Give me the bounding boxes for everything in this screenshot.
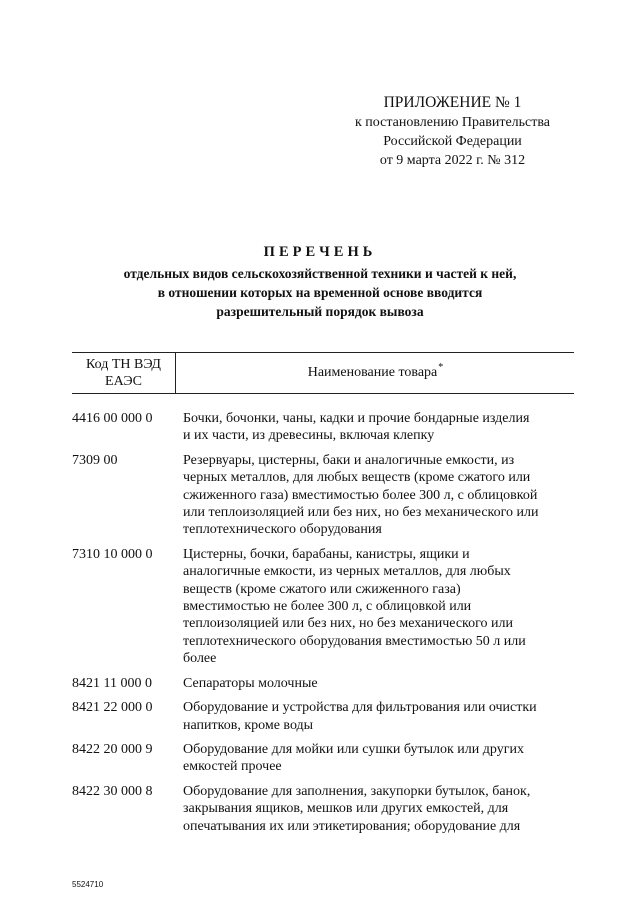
- table-row: [72, 452, 574, 539]
- table-row: [72, 410, 574, 445]
- table-row: [72, 783, 574, 835]
- table-row: [72, 699, 574, 734]
- row-code: 7309 00: [72, 452, 118, 468]
- table-row: [72, 675, 574, 692]
- appendix-title: ПРИЛОЖЕНИЕ № 1: [383, 94, 522, 111]
- appendix-line-government: Российской Федерации: [383, 134, 522, 149]
- table-row: [72, 741, 574, 776]
- row-code: 8421 11 000 0: [72, 675, 152, 691]
- row-name: Бочки, бочонки, чаны, кадки и прочие бондарные изделия и их части, из древесины, включая клепку: [183, 411, 530, 444]
- appendix-line-date-number: от 9 марта 2022 г. № 312: [379, 153, 526, 168]
- document-title: ПЕРЕЧЕНЬ: [263, 244, 377, 260]
- footnote-mark: *: [438, 362, 444, 373]
- header-code-cell: Код ТН ВЭД ЕАЭС: [72, 353, 176, 393]
- appendix-block: [330, 93, 575, 170]
- row-code: 8422 30 000 8: [72, 783, 153, 799]
- table-row: [72, 546, 574, 668]
- row-name: Цистерны, бочки, барабаны, канистры, ящики и аналогичные емкости, из черных металлов, для любых веществ (кроме сжатого или сжиженного газа) вместимостью не более 300 л, с облицовкой или теплоизоляцией или без них, но без механического или теплотехнического оборудования вместимостью 50 л или более: [183, 546, 526, 667]
- table-body: [72, 410, 574, 835]
- row-name: Сепараторы молочные: [183, 675, 318, 691]
- row-name: Резервуары, цистерны, баки и аналогичные емкости, из черных металлов, для любых веществ (кроме сжатого или сжиженного газа) вместимостью более 300 л, с облицовкой или теплоизоляцией или без них, но без механического или теплотехнического оборудования: [183, 452, 539, 538]
- row-code: 4416 00 000 0: [72, 411, 153, 426]
- row-code: 7310 10 000 0: [72, 546, 153, 562]
- appendix-line-resolution: к постановлению Правительства: [354, 115, 551, 130]
- header-name-label: Наименование товара: [307, 365, 438, 380]
- goods-table: [72, 352, 574, 842]
- table-header: [72, 352, 574, 394]
- row-name: Оборудование для заполнения, закупорки бутылок, банок, закрывания ящиков, мешков или других емкостей, для опечатывания их или этикетирования; оборудование для: [183, 783, 531, 834]
- document-subtitle: отдельных видов сельскохозяйственной техники и частей к ней, в отношении которых на временной основе вводится разрешительный порядок вывоза: [123, 266, 517, 319]
- row-code: 8422 20 000 9: [72, 741, 153, 757]
- row-name: Оборудование для мойки или сушки бутылок или других емкостей прочее: [183, 741, 524, 775]
- header-name-cell: [177, 353, 574, 393]
- row-code: 8421 22 000 0: [72, 700, 153, 716]
- row-name: Оборудование и устройства для фильтрования или очистки напитков, кроме воды: [183, 700, 537, 733]
- document-id: 5524710: [72, 880, 104, 889]
